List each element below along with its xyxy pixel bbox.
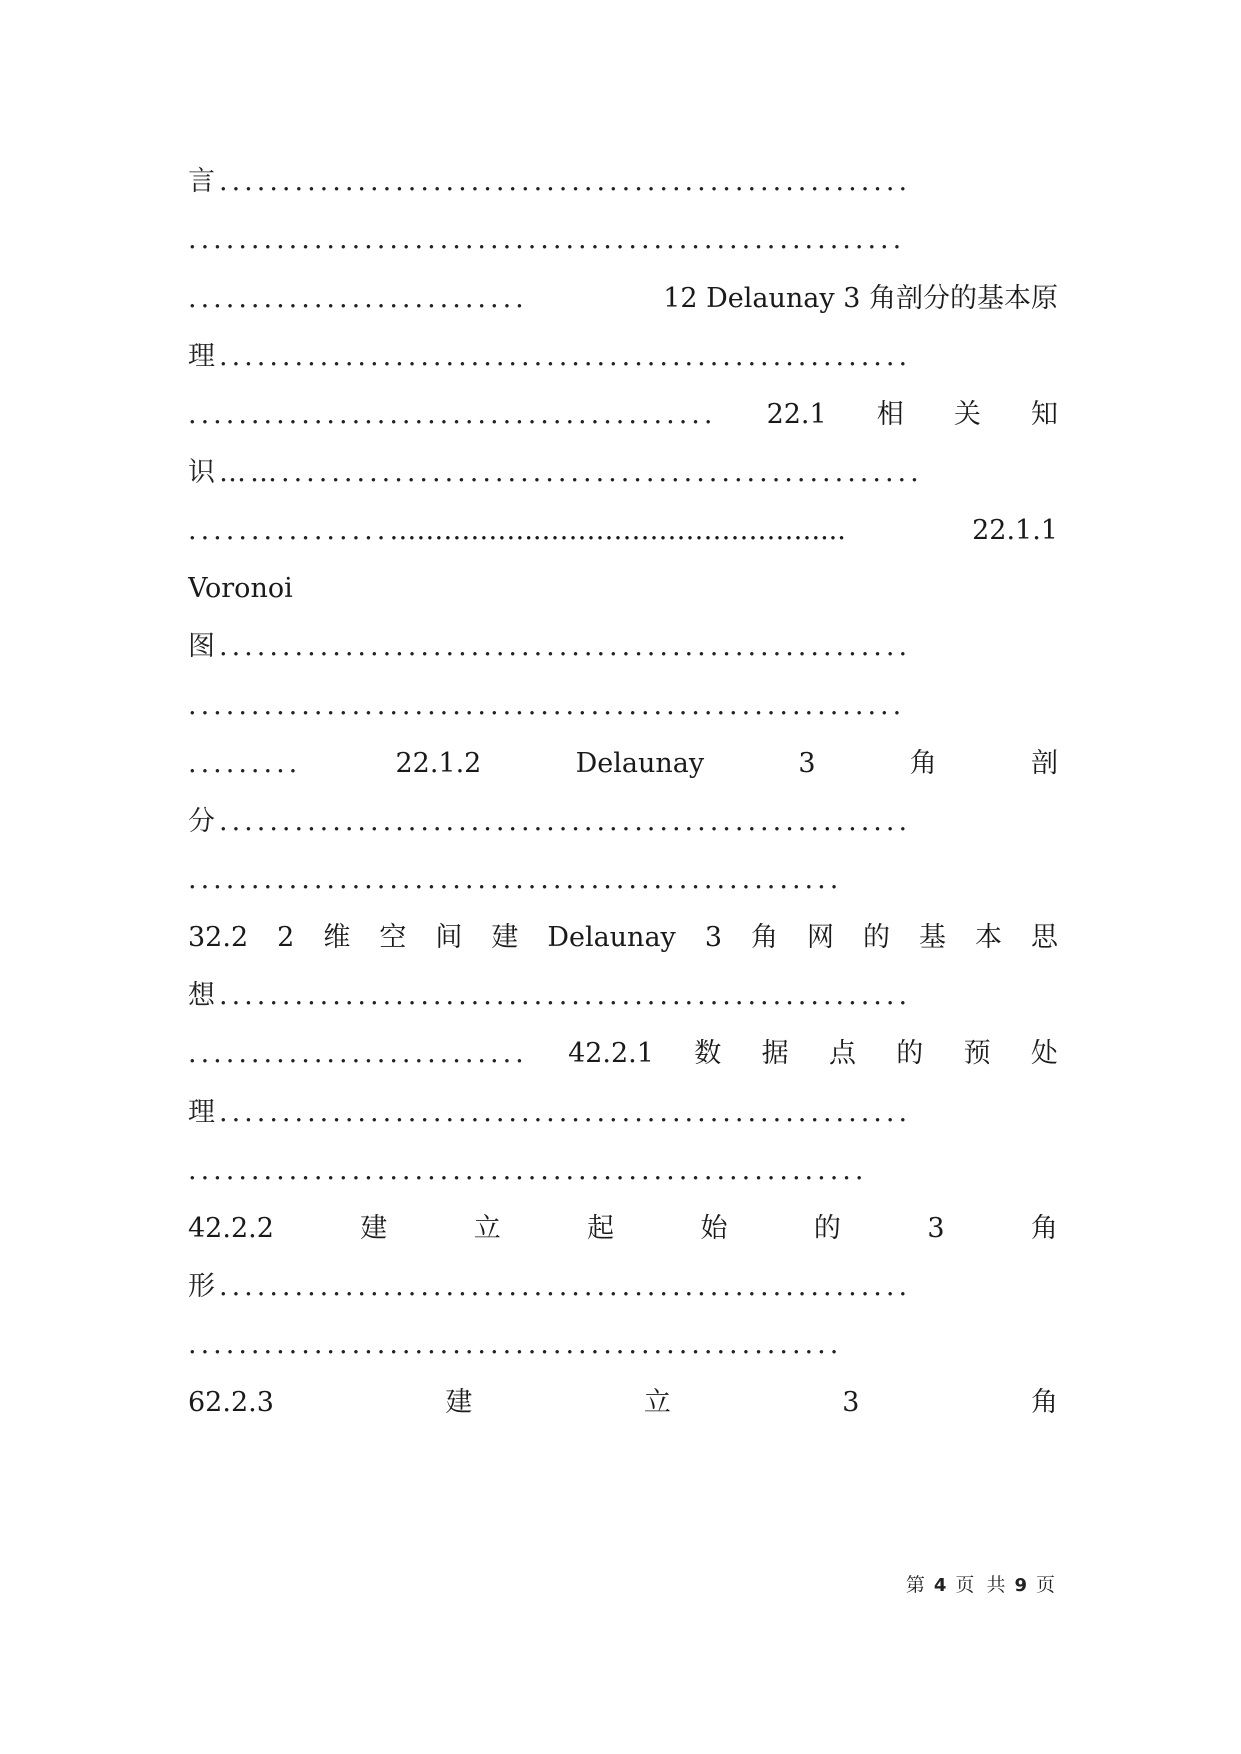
toc-line-2: ......................................................... bbox=[188, 224, 906, 255]
toc-char: 相 bbox=[876, 399, 904, 430]
toc-char: 本 bbox=[975, 922, 1002, 953]
toc-line-20: 形....................................................... bbox=[188, 1271, 912, 1302]
toc-char: 立 bbox=[643, 1387, 671, 1418]
toc-char: 3 bbox=[927, 1213, 945, 1244]
section-number: 22.1 bbox=[766, 399, 827, 430]
leader-ellipsis: ……………..………………………….... bbox=[389, 515, 846, 546]
toc-char: 剖 bbox=[1031, 748, 1058, 779]
leader-dots: ........................... bbox=[188, 1038, 528, 1069]
toc-char: 点 bbox=[828, 1038, 856, 1069]
toc-char: 角 bbox=[1030, 1387, 1058, 1418]
toc-char: 维 bbox=[323, 922, 351, 953]
toc-char: 立 bbox=[473, 1213, 501, 1244]
toc-entry-4 bbox=[188, 744, 1058, 784]
toc-line-13: .................................................... bbox=[188, 864, 843, 895]
toc-char: 3 bbox=[798, 748, 816, 779]
toc-char: 预 bbox=[963, 1038, 991, 1069]
footer-ye: 页 bbox=[1035, 1574, 1055, 1596]
leader-dots: ......... bbox=[188, 748, 302, 779]
footer-page-number: 4 bbox=[933, 1575, 947, 1596]
toc-entry-8 bbox=[188, 1383, 1058, 1423]
toc-entry-2 bbox=[188, 395, 1058, 435]
toc-char: 据 bbox=[761, 1038, 789, 1069]
toc-word: Delaunay bbox=[575, 748, 705, 779]
toc-char: 关 bbox=[953, 399, 981, 430]
toc-line-4: 理....................................................... bbox=[188, 341, 912, 372]
toc-char: 基 bbox=[919, 922, 946, 953]
toc-char: 的 bbox=[863, 922, 890, 953]
section-number: 22.1.1 bbox=[972, 515, 1058, 546]
toc-line-18: ...................................................... bbox=[188, 1155, 868, 1186]
leader-dots: .......................................... bbox=[188, 399, 717, 430]
toc-char: 思 bbox=[1031, 922, 1058, 953]
toc-line-15: 想....................................................... bbox=[188, 980, 912, 1011]
toc-entry-title: 12 Delaunay 3 角剖分的基本原 bbox=[663, 283, 1058, 314]
toc-char: 起 bbox=[587, 1213, 615, 1244]
toc-char: 处 bbox=[1030, 1038, 1058, 1069]
section-number: 62.2.3 bbox=[188, 1387, 274, 1418]
toc-char: 始 bbox=[700, 1213, 728, 1244]
toc-char: 的 bbox=[896, 1038, 924, 1069]
footer-page-total: 9 bbox=[1014, 1575, 1027, 1596]
section-number: 32.2 bbox=[188, 922, 249, 953]
toc-word: Delaunay bbox=[547, 922, 676, 953]
toc-line-10: ......................................................... bbox=[188, 690, 906, 721]
section-number: 42.2.2 bbox=[188, 1213, 274, 1244]
section-number: 22.1.2 bbox=[395, 748, 482, 779]
toc-char: 建 bbox=[491, 922, 519, 953]
toc-char: 的 bbox=[813, 1213, 841, 1244]
leader-dots bbox=[188, 511, 846, 551]
toc-char: 网 bbox=[807, 922, 834, 953]
toc-char: 角 bbox=[909, 748, 937, 779]
toc-char: 3 bbox=[704, 922, 722, 953]
section-number: 42.2.1 bbox=[568, 1038, 654, 1069]
leader-dots: ........................... bbox=[188, 283, 528, 314]
toc-line-1: 言....................................................... bbox=[188, 166, 912, 197]
toc-entry-3 bbox=[188, 511, 1058, 551]
page-footer bbox=[903, 1572, 1058, 1599]
toc-line-8: Voronoi bbox=[188, 573, 293, 604]
toc-char: 知 bbox=[1030, 399, 1058, 430]
toc-entry-7 bbox=[188, 1209, 1058, 1249]
toc-char: 建 bbox=[445, 1387, 473, 1418]
toc-char: 2 bbox=[277, 922, 295, 953]
toc-line-12: 分....................................................... bbox=[188, 806, 912, 837]
footer-gong: 共 bbox=[986, 1574, 1006, 1596]
toc-line-9: 图....................................................... bbox=[188, 631, 912, 662]
toc-char: 角 bbox=[751, 922, 778, 953]
footer-ye: 页 bbox=[955, 1574, 975, 1596]
toc-char: 角 bbox=[1030, 1213, 1058, 1244]
toc-line-6: 识……................................................... bbox=[188, 457, 923, 488]
toc-line-21: .................................................... bbox=[188, 1329, 843, 1360]
toc-entry-1 bbox=[188, 279, 1058, 319]
footer-di: 第 bbox=[905, 1574, 925, 1596]
toc-entry-6 bbox=[188, 1034, 1058, 1074]
leader-dots-plain: ................ bbox=[188, 515, 390, 546]
toc-char: 建 bbox=[360, 1213, 388, 1244]
toc-char: 间 bbox=[435, 922, 463, 953]
toc-entry-5 bbox=[188, 918, 1058, 958]
toc-char: 3 bbox=[842, 1387, 860, 1418]
toc-char: 数 bbox=[694, 1038, 722, 1069]
toc-line-17: 理....................................................... bbox=[188, 1097, 912, 1128]
toc-char: 空 bbox=[379, 922, 407, 953]
